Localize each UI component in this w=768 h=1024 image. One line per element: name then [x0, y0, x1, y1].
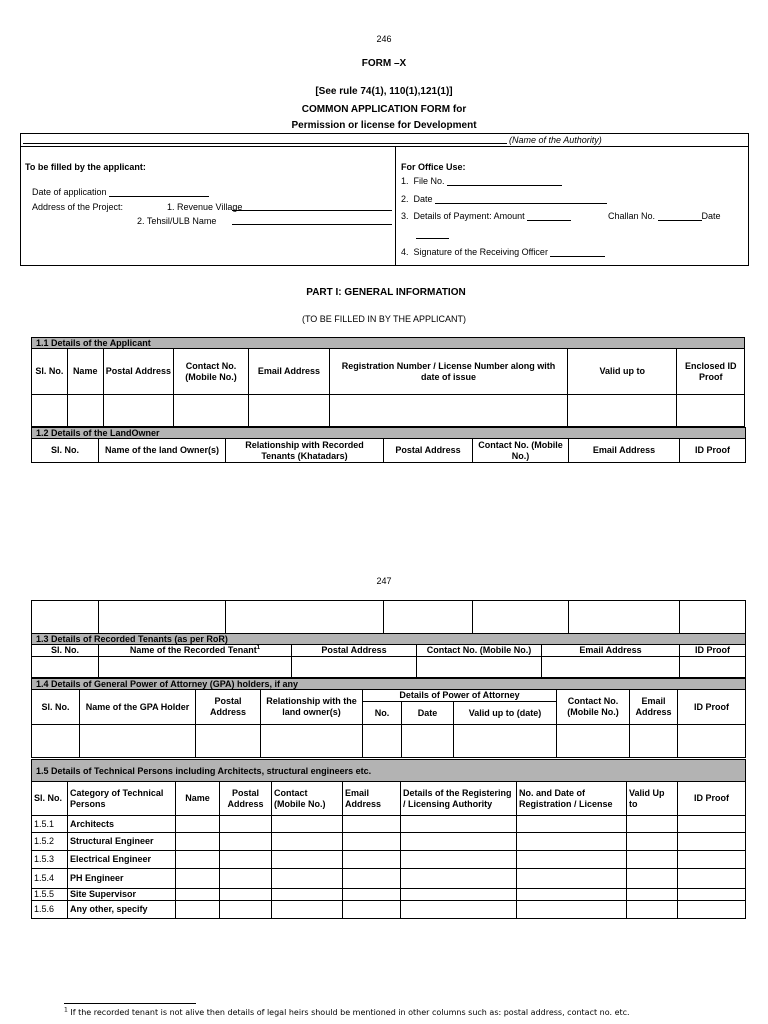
table-cell[interactable] — [343, 869, 401, 889]
footnote-mark: 1 — [64, 1006, 68, 1014]
row-number: 1.5.2 — [32, 833, 68, 851]
table-cell[interactable] — [401, 833, 517, 851]
table-cell[interactable] — [261, 725, 363, 758]
table-cell[interactable] — [454, 725, 557, 758]
table-cell[interactable] — [630, 725, 678, 758]
form-title: FORM –X — [361, 58, 407, 69]
footnote-reference[interactable]: 1 — [256, 645, 261, 651]
technical-person-row — [32, 869, 746, 889]
header-postal-address: Postal Address — [103, 349, 174, 395]
file-no-line[interactable] — [447, 185, 562, 186]
table-cell[interactable] — [103, 395, 174, 427]
header-contact-no: Contact No. (Mobile No.) — [557, 690, 630, 725]
payment-date-line[interactable] — [416, 228, 449, 239]
section-1-4-title: 1.4 Details of General Power of Attorney (GPA) holders, if any — [32, 679, 746, 690]
row-category: Electrical Engineer — [68, 851, 176, 869]
date-of-application-line[interactable] — [109, 196, 209, 197]
landowner-table — [31, 427, 746, 463]
table-cell[interactable] — [678, 889, 746, 901]
table-cell[interactable] — [248, 395, 329, 427]
header-category: Category of Technical Persons — [68, 782, 176, 816]
table-cell[interactable] — [680, 601, 746, 634]
table-cell[interactable] — [627, 816, 678, 833]
subheader-no: No. — [363, 702, 402, 725]
table-cell[interactable] — [417, 657, 542, 678]
table-cell[interactable] — [220, 889, 272, 901]
table-cell[interactable] — [174, 395, 249, 427]
table-cell[interactable] — [67, 395, 103, 427]
table-cell[interactable] — [220, 869, 272, 889]
table-cell[interactable] — [678, 816, 746, 833]
office-use-heading: For Office Use: — [401, 162, 466, 172]
header-enclosed-id-proof: Enclosed ID Proof — [677, 349, 745, 395]
office-item-file-no: 1. File No. — [401, 176, 562, 186]
signature-line[interactable] — [550, 256, 605, 257]
header-id-proof: ID Proof — [678, 690, 746, 725]
header-contact-no: Contact No. (Mobile No.) — [174, 349, 249, 395]
date-of-application-field — [32, 187, 209, 197]
table-cell[interactable] — [384, 601, 473, 634]
header-sl-no: Sl. No. — [32, 782, 68, 816]
form-subject: Permission or license for Development — [291, 120, 477, 131]
table-cell[interactable] — [517, 889, 627, 901]
header-email: Email Address — [343, 782, 401, 816]
subheader-valid-up-to: Valid up to (date) — [454, 702, 557, 725]
table-cell[interactable] — [343, 851, 401, 869]
header-relationship: Relationship with the land owner(s) — [261, 690, 363, 725]
section-1-3-title: 1.3 Details of Recorded Tenants (as per RoR) — [32, 634, 746, 645]
table-cell[interactable] — [176, 833, 220, 851]
row-category: PH Engineer — [68, 869, 176, 889]
table-cell[interactable] — [517, 851, 627, 869]
table-cell[interactable] — [680, 657, 746, 678]
table-cell[interactable] — [176, 889, 220, 901]
table-cell[interactable] — [542, 657, 680, 678]
technical-person-row — [32, 851, 746, 869]
table-cell[interactable] — [272, 889, 343, 901]
authority-label: (Name of the Authority) — [509, 135, 602, 145]
header-registering-authority: Details of the Registering / Licensing Authority — [401, 782, 517, 816]
header-gpa-holder-name: Name of the GPA Holder — [80, 690, 196, 725]
header-valid-up-to: Valid up to — [567, 349, 677, 395]
table-cell[interactable] — [176, 901, 220, 919]
header-postal-address: Postal Address — [220, 782, 272, 816]
table-cell[interactable] — [401, 901, 517, 919]
row-number: 1.5.1 — [32, 816, 68, 833]
header-relationship: Relationship with Recorded Tenants (Khatadars) — [226, 439, 384, 463]
table-cell[interactable] — [176, 851, 220, 869]
table-cell[interactable] — [176, 816, 220, 833]
table-cell[interactable] — [678, 869, 746, 889]
header-id-proof: ID Proof — [680, 645, 746, 657]
table-cell[interactable] — [343, 901, 401, 919]
table-cell[interactable] — [567, 395, 677, 427]
header-power-of-attorney: Details of Power of Attorney — [363, 690, 557, 702]
table-cell[interactable] — [677, 395, 745, 427]
table-cell[interactable] — [401, 869, 517, 889]
tehsil-line[interactable] — [232, 214, 392, 225]
row-category: Any other, specify — [68, 901, 176, 919]
landowner-continued-table — [31, 600, 746, 634]
header-sl-no: Sl. No. — [32, 645, 99, 657]
row-number: 1.5.6 — [32, 901, 68, 919]
table-cell[interactable] — [196, 725, 261, 758]
row-number: 1.5.4 — [32, 869, 68, 889]
revenue-village-line[interactable] — [232, 200, 392, 211]
applicant-heading: To be filled by the applicant: — [25, 162, 146, 172]
authority-name-line[interactable] — [23, 143, 507, 144]
application-details-box — [20, 146, 749, 266]
page-number: 247 — [376, 576, 392, 586]
table-cell[interactable] — [99, 601, 226, 634]
project-address-label: Address of the Project: — [32, 202, 124, 212]
header-recorded-tenant-name: Name of the Recorded Tenant$^1$ — [99, 645, 292, 657]
challan-date-label: Date — [701, 211, 721, 221]
table-cell[interactable] — [220, 851, 272, 869]
table-cell[interactable] — [627, 869, 678, 889]
tenant-entry-row — [32, 657, 746, 678]
challan-field — [608, 211, 721, 221]
header-email: Email Address — [248, 349, 329, 395]
table-cell[interactable] — [292, 657, 417, 678]
table-cell[interactable] — [401, 851, 517, 869]
section-1-5-title: 1.5 Details of Technical Persons including Architects, structural engineers etc. — [32, 760, 746, 782]
table-cell[interactable] — [401, 889, 517, 901]
header-registration-number: Registration Number / License Number along with date of issue — [329, 349, 567, 395]
technical-person-row — [32, 889, 746, 901]
table-cell[interactable] — [343, 833, 401, 851]
tehsil-label: 2. Tehsil/ULB Name — [137, 216, 217, 226]
table-cell[interactable] — [569, 601, 680, 634]
office-item-payment: 3. Details of Payment: Amount — [401, 211, 571, 221]
part-title: PART I: GENERAL INFORMATION — [306, 287, 466, 298]
table-cell[interactable] — [272, 833, 343, 851]
header-registration-number: No. and Date of Registration / License — [517, 782, 627, 816]
table-cell[interactable] — [220, 816, 272, 833]
header-sl-no: Sl. No. — [32, 439, 99, 463]
header-postal-address: Postal Address — [384, 439, 473, 463]
header-id-proof: ID Proof — [678, 782, 746, 816]
table-cell[interactable] — [678, 851, 746, 869]
footnote-text: If the recorded tenant is not alive then details of legal heirs should be mentioned in other columns such as: postal address, contact no. etc. — [70, 1008, 630, 1017]
technical-person-row — [32, 901, 746, 919]
header-id-proof: ID Proof — [680, 439, 746, 463]
table-cell[interactable] — [678, 725, 746, 758]
header-postal-address: Postal Address — [292, 645, 417, 657]
table-cell[interactable] — [517, 833, 627, 851]
table-cell[interactable] — [517, 816, 627, 833]
table-cell[interactable] — [226, 601, 384, 634]
table-cell[interactable] — [220, 901, 272, 919]
header-contact-no: Contact No. (Mobile No.) — [417, 645, 542, 657]
row-category: Site Supervisor — [68, 889, 176, 901]
revenue-village-label: 1. Revenue Village — [167, 202, 243, 212]
table-cell[interactable] — [517, 901, 627, 919]
form-name: COMMON APPLICATION FORM for — [301, 104, 467, 115]
section-1-1-title: 1.1 Details of the Applicant — [32, 338, 745, 349]
table-cell[interactable] — [32, 657, 99, 678]
header-name: Name — [176, 782, 220, 816]
table-cell[interactable] — [80, 725, 196, 758]
header-contact: Contact (Mobile No.) — [272, 782, 343, 816]
subheader-date: Date — [402, 702, 454, 725]
recorded-tenants-table — [31, 633, 746, 678]
challan-label: Challan No. — [608, 211, 656, 221]
table-cell[interactable] — [272, 851, 343, 869]
header-valid-up-to: Valid Up to — [627, 782, 678, 816]
applicant-entry-row — [32, 395, 745, 427]
table-cell[interactable] — [363, 725, 402, 758]
office-date-line[interactable] — [435, 203, 607, 204]
applicant-landowner-table — [31, 337, 745, 427]
technical-persons-table — [31, 759, 746, 919]
header-contact-no: Contact No. (Mobile No.) — [473, 439, 569, 463]
gpa-entry-row — [32, 725, 746, 758]
table-cell[interactable] — [627, 833, 678, 851]
part-subtitle: (TO BE FILLED IN BY THE APPLICANT) — [301, 314, 467, 324]
table-cell[interactable] — [627, 851, 678, 869]
table-cell[interactable] — [32, 601, 99, 634]
header-name: Name — [67, 349, 103, 395]
row-category: Architects — [68, 816, 176, 833]
table-cell[interactable] — [401, 816, 517, 833]
header-sl-no: Sl. No. — [32, 349, 68, 395]
table-cell[interactable] — [678, 833, 746, 851]
technical-person-row — [32, 833, 746, 851]
table-cell[interactable] — [32, 395, 68, 427]
footnote — [64, 1008, 754, 1017]
office-item-signature: 4. Signature of the Receiving Officer — [401, 247, 605, 257]
table-cell[interactable] — [329, 395, 567, 427]
box-divider — [395, 147, 396, 265]
landowner-entry-row — [32, 601, 746, 634]
header-email: Email Address — [542, 645, 680, 657]
authority-box — [20, 133, 749, 147]
table-cell[interactable] — [220, 833, 272, 851]
table-cell[interactable] — [272, 816, 343, 833]
gpa-holders-table — [31, 678, 746, 758]
technical-person-row — [32, 816, 746, 833]
header-email: Email Address — [630, 690, 678, 725]
row-number: 1.5.5 — [32, 889, 68, 901]
rule-reference: [See rule 74(1), 110(1),121(1)] — [315, 86, 453, 97]
row-number: 1.5.3 — [32, 851, 68, 869]
table-cell[interactable] — [32, 725, 80, 758]
section-1-2-title: 1.2 Details of the LandOwner — [32, 428, 746, 439]
office-item-date: 2. Date — [401, 194, 607, 204]
header-email: Email Address — [569, 439, 680, 463]
header-sl-no: Sl. No. — [32, 690, 80, 725]
table-cell[interactable] — [272, 901, 343, 919]
header-land-owner-name: Name of the land Owner(s) — [99, 439, 226, 463]
table-cell[interactable] — [343, 816, 401, 833]
table-cell[interactable] — [557, 725, 630, 758]
table-cell[interactable] — [517, 869, 627, 889]
table-cell[interactable] — [473, 601, 569, 634]
payment-amount-line[interactable] — [527, 220, 571, 221]
table-cell[interactable] — [627, 889, 678, 901]
header-postal-address: Postal Address — [196, 690, 261, 725]
table-cell[interactable] — [402, 725, 454, 758]
date-of-application-label: Date of application — [32, 187, 107, 197]
footnote-rule — [64, 1003, 196, 1004]
row-category: Structural Engineer — [68, 833, 176, 851]
table-cell[interactable] — [678, 901, 746, 919]
table-cell[interactable] — [99, 657, 292, 678]
table-cell[interactable] — [176, 869, 220, 889]
table-cell[interactable] — [272, 869, 343, 889]
table-cell[interactable] — [343, 889, 401, 901]
challan-line[interactable] — [658, 220, 702, 221]
page-number: 246 — [376, 34, 392, 44]
table-cell[interactable] — [627, 901, 678, 919]
